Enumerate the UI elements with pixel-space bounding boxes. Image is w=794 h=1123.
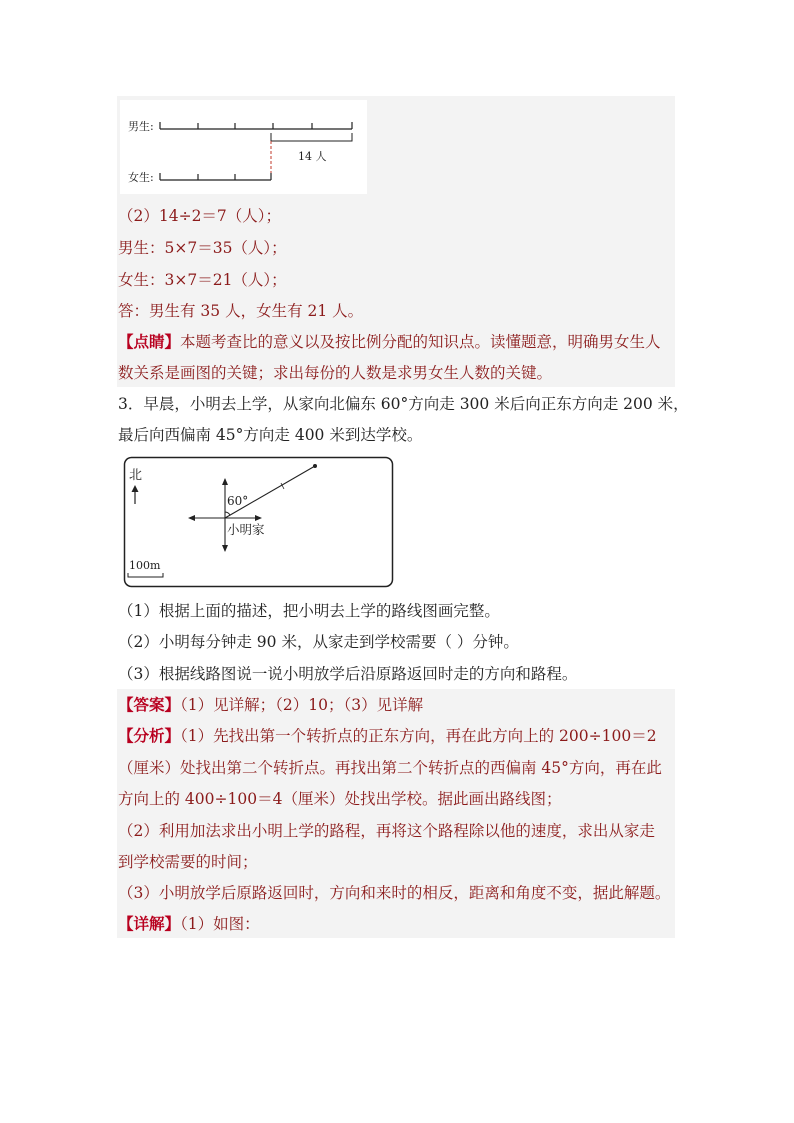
- sol1-boys: 男生：5×7＝35（人）；: [118, 239, 287, 257]
- angle-label: 60°: [227, 494, 249, 508]
- sol3-detail: 【详解】（1）如图：: [118, 914, 260, 933]
- sol1-note-line2: 数关系是画图的关键；求出每份的人数是求男女生人数的关键。: [118, 364, 553, 382]
- detail-tag: 【详解】: [118, 914, 181, 933]
- q3-sub1: （1）根据上面的描述，把小明去上学的路线图画完整。: [118, 602, 500, 620]
- north-label: 北: [129, 468, 143, 483]
- girl-label: 女生:: [128, 171, 154, 184]
- route-map: [123, 456, 395, 589]
- sol1-note-line1: 【点睛】本题考查比的意义以及按比例分配的知识点。读懂题意，明确男女生人: [118, 332, 661, 351]
- sol3-analysis-line2: （厘米）处找出第二个转折点。再找出第二个转折点的西偏南 45°方向，再在此: [118, 759, 662, 777]
- sol3-analysis-line1: 【分析】（1）先找出第一个转折点的正东方向，再在此方向上的 200÷100＝2: [118, 726, 657, 745]
- home-label: 小明家: [227, 522, 265, 537]
- sol1-girls: 女生：3×7＝21（人）；: [118, 271, 287, 289]
- q3-sub2: （2）小明每分钟走 90 米，从家走到学校需要（ ）分钟。: [118, 633, 519, 651]
- sol3-analysis-line5: 到学校需要的时间；: [118, 853, 258, 871]
- sol3-analysis-line3: 方向上的 400÷100＝4（厘米）处找出学校。据此画出路线图；: [118, 790, 562, 808]
- q3-sub3: （3）根据线路图说一说小明放学后沿原路返回时走的方向和路程。: [118, 665, 578, 683]
- sol1-answer: 答：男生有 35 人，女生有 21 人。: [118, 302, 364, 320]
- analysis-tag: 【分析】: [118, 726, 181, 745]
- scale-label: 100m: [129, 559, 161, 572]
- sol3-analysis-line6: （3）小明放学后原路返回时，方向和来时的相反，距离和角度不变，据此解题。: [118, 884, 671, 902]
- q3-text-line1: 3．早晨，小明去上学，从家向北偏东 60°方向走 300 米后向正东方向走 200 米，: [118, 395, 689, 413]
- boy-label: 男生:: [128, 120, 154, 133]
- answer-tag: 【答案】: [118, 695, 181, 714]
- ratio-segment-diagram: [120, 100, 367, 194]
- note-tag: 【点睛】: [118, 332, 181, 351]
- sol3-answer: 【答案】（1）见详解；（2）10；（3）见详解: [118, 695, 424, 714]
- diff-label: 14 人: [298, 150, 327, 163]
- sol1-step2: （2）14÷2＝7（人）；: [118, 207, 282, 225]
- q3-text-line2: 最后向西偏南 45°方向走 400 米到达学校。: [118, 426, 423, 444]
- sol3-analysis-line4: （2）利用加法求出小明上学的路程，再将这个路程除以他的速度，求出从家走: [118, 822, 655, 840]
